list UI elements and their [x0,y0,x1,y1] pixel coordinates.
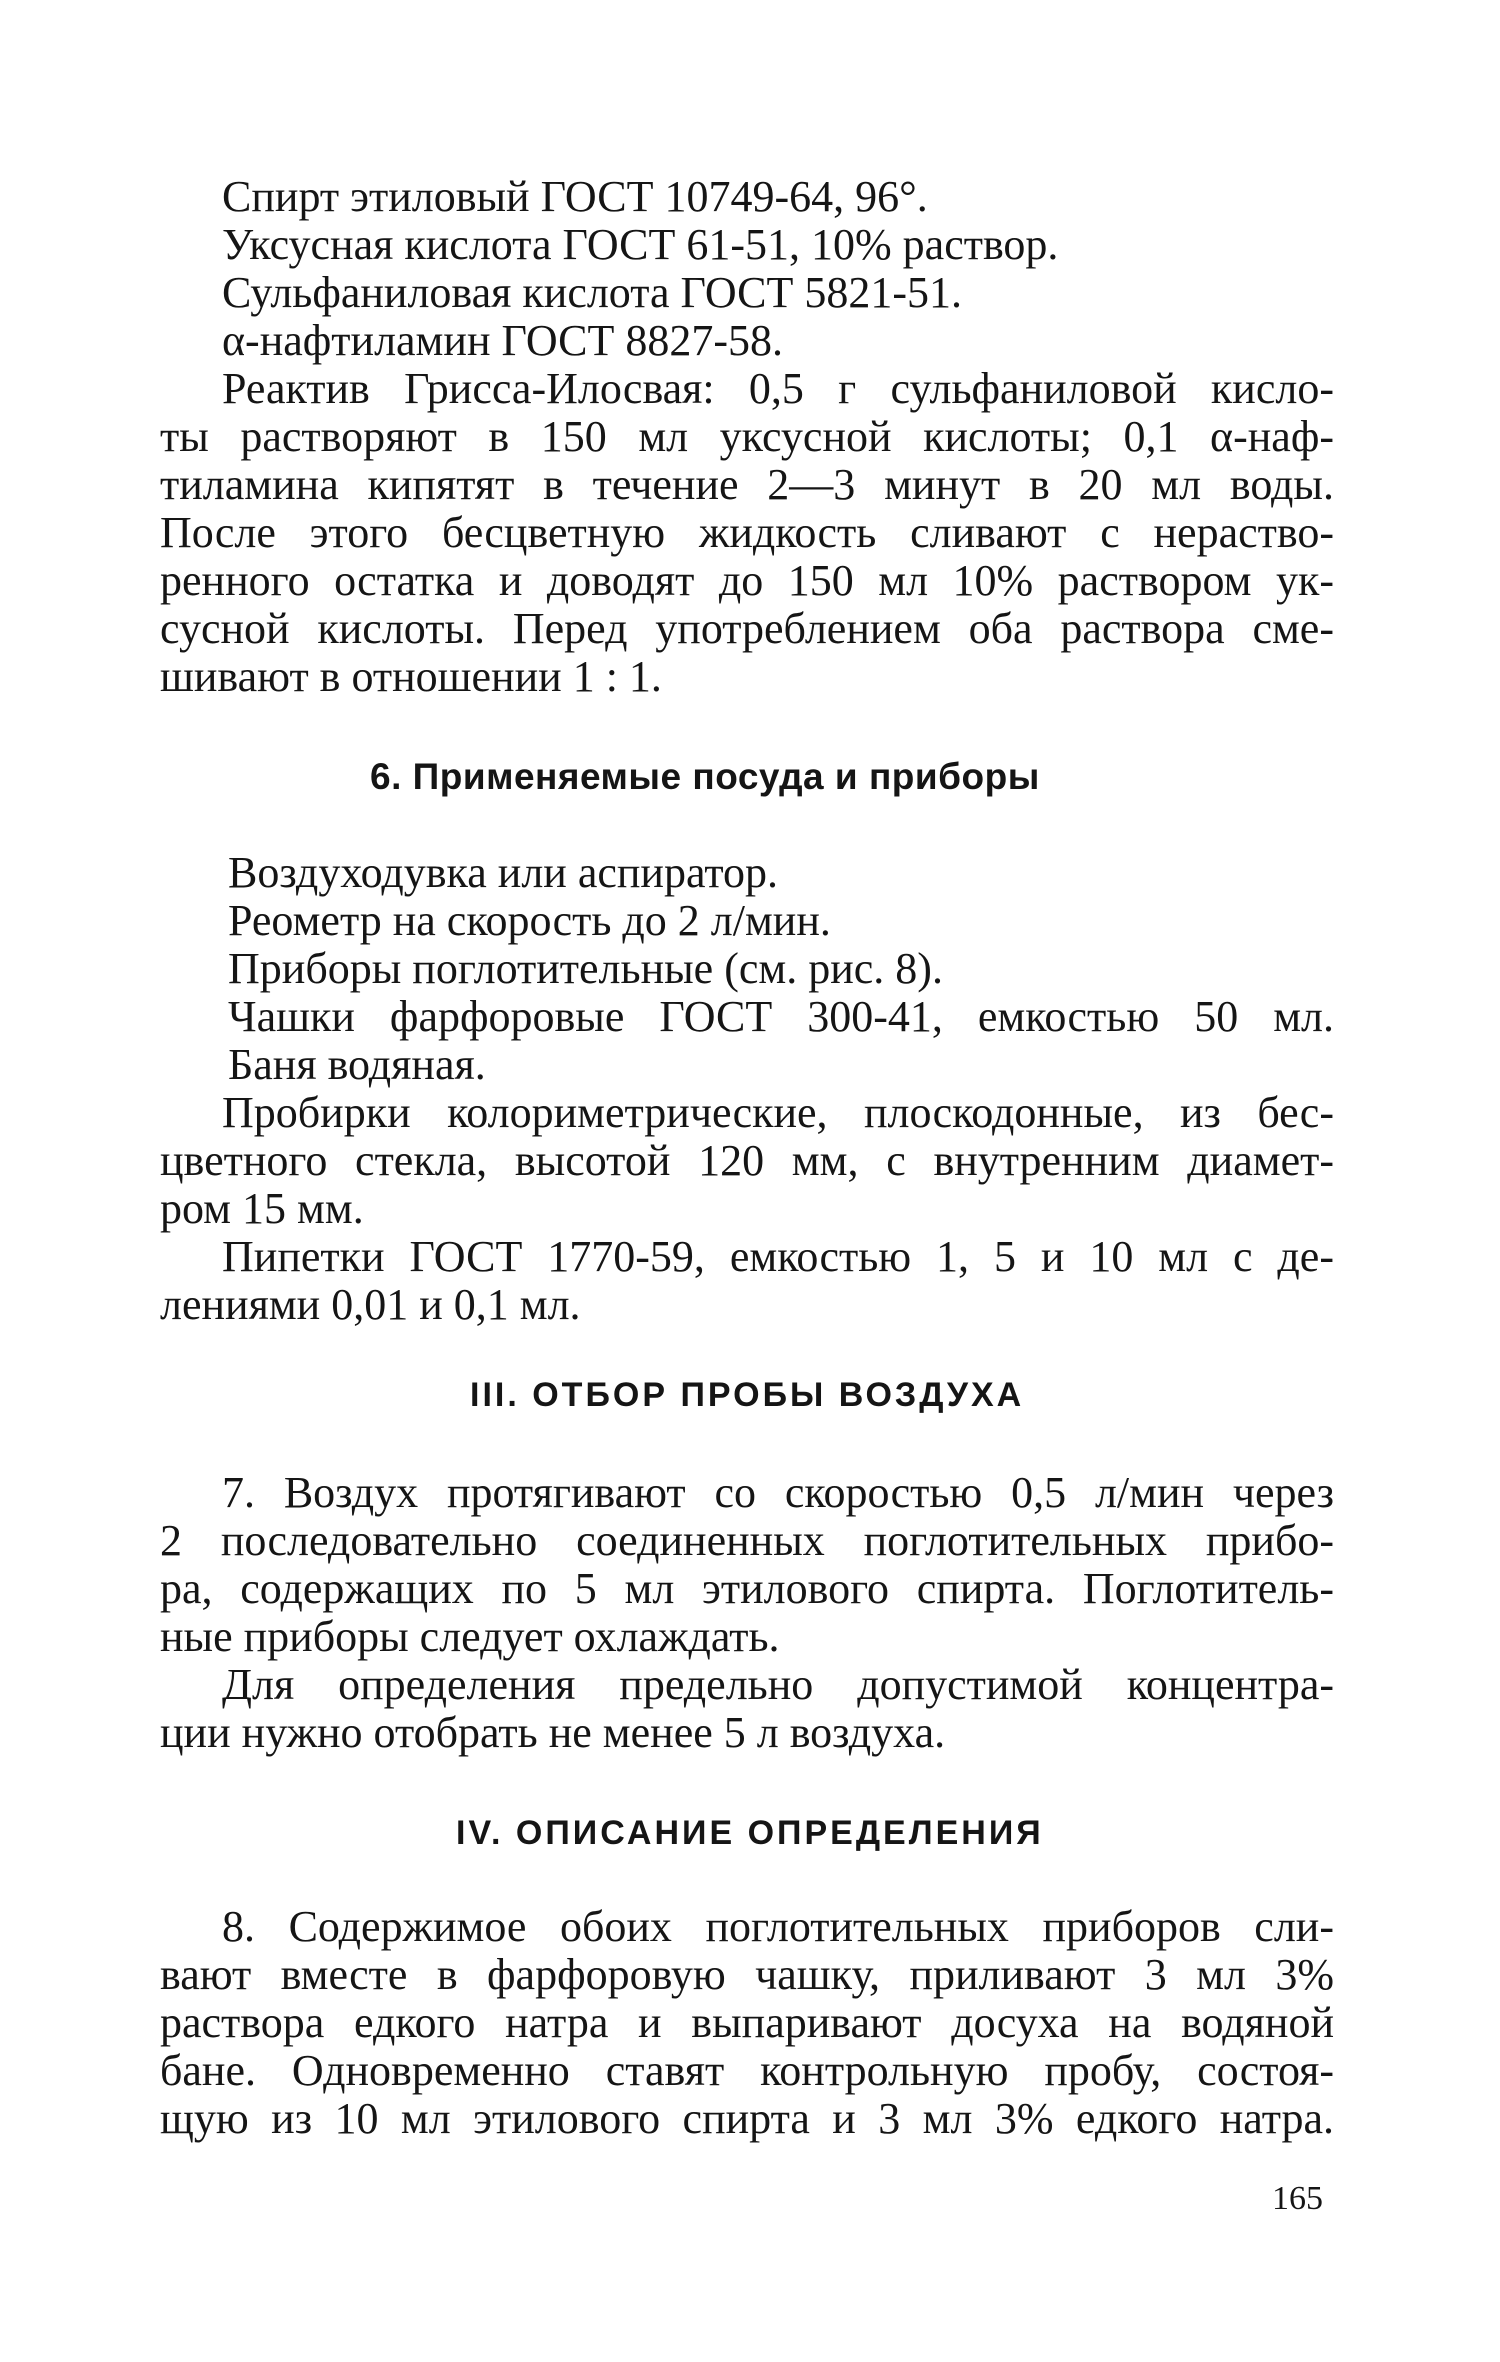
reagent-line: Спирт этиловый ГОСТ 10749-64, 96°. [222,172,928,221]
page-number: 165 [1272,2180,1323,2217]
paragraph-line: Реактив Грисса-Илосвая: 0,5 г сульфаниловой кисло- [222,364,1334,413]
paragraph-line: Пробирки колориметрические, плоскодонные, из бес- [222,1088,1334,1137]
paragraph-line: 8. Содержимое обоих поглотительных приборов сли- [222,1902,1334,1951]
section-heading: III. ОТБОР ПРОБЫ ВОЗДУХА [470,1376,1025,1414]
paragraph-line: тиламина кипятят в течение 2—3 минут в 20 мл воды. [160,460,1334,509]
paragraph-line: щую из 10 мл этилового спирта и 3 мл 3% едкого натра. [160,2094,1334,2143]
paragraph-line: Для определения предельно допустимой концентра- [222,1660,1334,1709]
paragraph-line: шивают в отношении 1 : 1. [160,652,662,701]
paragraph-line: сусной кислоты. Перед употреблением оба раствора сме- [160,604,1334,653]
reagent-line: Сульфаниловая кислота ГОСТ 5821-51. [222,268,963,317]
paragraph-line: лениями 0,01 и 0,1 мл. [160,1280,581,1329]
equipment-item: Приборы поглотительные (см. рис. 8). [228,944,943,993]
paragraph-line: цветного стекла, высотой 120 мм, с внутренним диамет- [160,1136,1334,1185]
section-heading: IV. ОПИСАНИЕ ОПРЕДЕЛЕНИЯ [456,1814,1044,1852]
paragraph-line: 2 последовательно соединенных поглотительных прибо- [160,1516,1334,1565]
paragraph-line: После этого бесцветную жидкость сливают с нераство- [160,508,1334,557]
equipment-item: Реометр на скорость до 2 л/мин. [228,896,831,945]
equipment-item: Воздуходувка или аспиратор. [228,848,779,897]
paragraph-line: ные приборы следует охлаждать. [160,1612,780,1661]
paragraph-line: ра, содержащих по 5 мл этилового спирта. Поглотитель- [160,1564,1334,1613]
paragraph-line: 7. Воздух протягивают со скоростью 0,5 л/мин через [222,1468,1334,1517]
paragraph-line: ты растворяют в 150 мл уксусной кислоты; 0,1 α-наф- [160,412,1334,461]
reagent-line: Уксусная кислота ГОСТ 61-51, 10% раствор. [222,220,1059,269]
paragraph-line: ренного остатка и доводят до 150 мл 10% раствором ук- [160,556,1334,605]
paragraph-line: раствора едкого натра и выпаривают досуха на водяной [160,1998,1334,2047]
equipment-item: Баня водяная. [228,1040,486,1089]
paragraph-line: ром 15 мм. [160,1184,364,1233]
paragraph-line: Пипетки ГОСТ 1770-59, емкостью 1, 5 и 10 мл с де- [222,1232,1334,1281]
paragraph-line: ции нужно отобрать не менее 5 л воздуха. [160,1708,946,1757]
equipment-item: Чашки фарфоровые ГОСТ 300-41, емкостью 50 мл. [228,992,1334,1041]
paragraph-line: бане. Одновременно ставят контрольную пробу, состоя- [160,2046,1334,2095]
section-heading: 6. Применяемые посуда и приборы [370,756,1040,797]
reagent-line: α-нафтиламин ГОСТ 8827-58. [222,316,784,365]
paragraph-line: вают вместе в фарфоровую чашку, приливают 3 мл 3% [160,1950,1334,1999]
